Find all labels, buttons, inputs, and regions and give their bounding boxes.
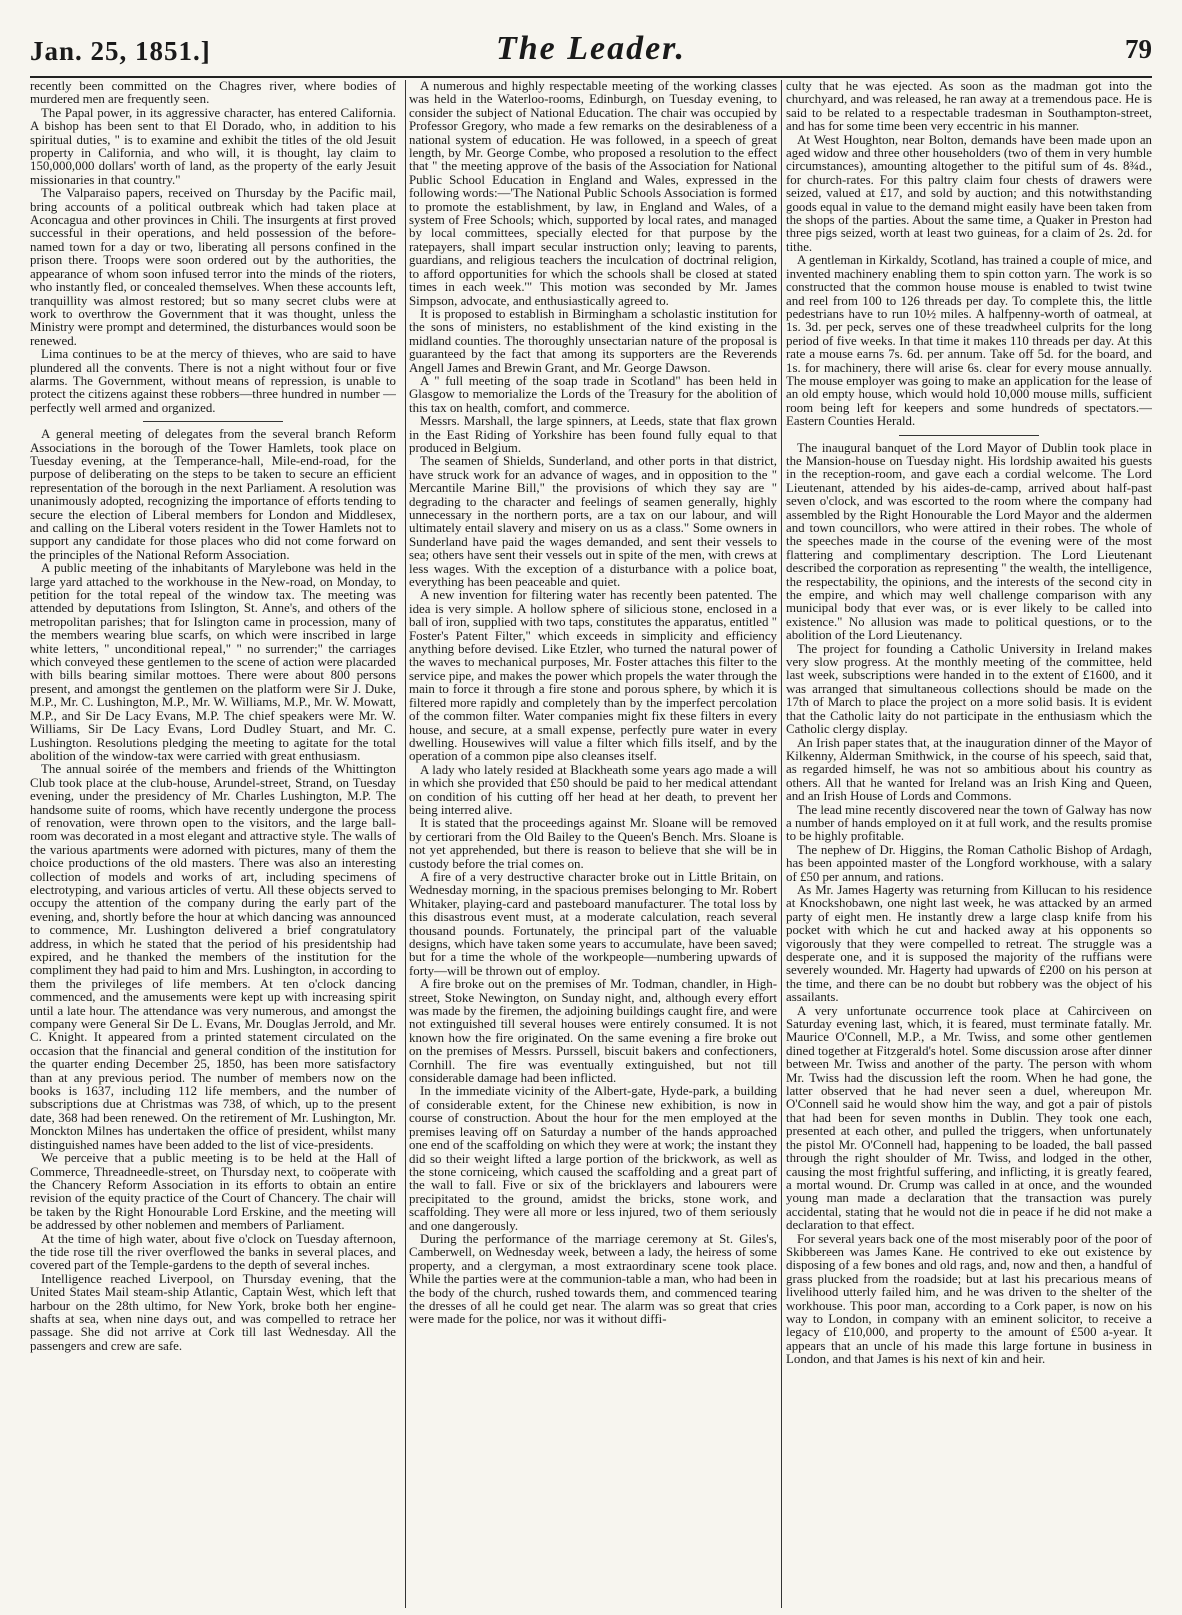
newspaper-title: The Leader. (495, 30, 687, 67)
article-paragraph: A lady who lately resided at Blackheath some years ago made a will in which she provided that £50 should be paid to her medical attendant on condition of his cutting off her head at her death, to prevent her being interred alive. (409, 762, 777, 817)
section-divider (899, 435, 1039, 436)
article-paragraph: At West Houghton, near Bolton, demands have been made upon an aged widow and three other householders (two of them in very humble circumstances), amounting altogether to the pitiful sum of 4s. 8¾d., for church-rates. For this paltry claim four chests of drawers were seized, valued at £17, and sold by auction; and this notwithstanding goods equal in value to the demand might easily have been taken from the shops of the parties. About the same time, a Quaker in Preston had three pigs seized, worth at least two guineas, for a claim of 2s. 2d. for tithe. (786, 132, 1152, 254)
section-divider (143, 421, 283, 422)
article-paragraph: The seamen of Shields, Sunderland, and other ports in that district, have struck work for an advance of wages, and in opposition to the " Mercantile Marine Bill," the provisions of which they say are " degrading to the character and feelings of seamen generally, highly unnecessary in the northern ports, are a tax on our labour, and will ultimately entail slavery and misery on us as a class." Some owners in Sunderland have paid the wages demanded, and sent their vessels to sea; others have sent their vessels out in spite of the men, with crews at less wages. With the exception of a disturbance with a police boat, everything has been peaceable and quiet. (409, 454, 777, 590)
article-paragraph: The lead mine recently discovered near the town of Galway has now a number of hands employed on it at full work, and the results promise to be highly profitable. (786, 802, 1152, 844)
article-paragraph: A fire broke out on the premises of Mr. Todman, chandler, in High-street, Stoke Newington, on Sunday night, and, although every effort was made by the firemen, the adjoining buildings caught fire, and were not extinguished till several houses were entirely consumed. It is not known how the fire originated. On the same evening a fire broke out on the premises of Messrs. Purssell, biscuit bakers and confectioners, Cornhill. The fire was eventually extinguished, but not till considerable damage had been inflicted. (409, 977, 777, 1086)
column-divider (781, 80, 782, 1608)
article-paragraph: We perceive that a public meeting is to be held at the Hall of Commerce, Threadneedle-street, on Thursday next, to coöperate with the Chancery Reform Association in its efforts to obtain an entire revision of the equity practice of the Court of Chancery. The chair will be taken by the Right Honourable Lord Erskine, and the meeting will be addressed by other noblemen and members of Parliament. (30, 1151, 396, 1233)
article-paragraph: The inaugural banquet of the Lord Mayor of Dublin took place in the Mansion-house on Tuesday night. His lordship awaited his guests in the reception-room, and gave each a cordial welcome. The Lord Lieutenant, attended by his aides-de-camp, arrived about half-past seven o'clock, and was escorted to the room where the company had assembled by the Right Honourable the Lord Mayor and the aldermen and town councillors, who were attired in their robes. The whole of the speeches made in the course of the evening were of the most flattering and complimentary description. The Lord Lieutenant described the corporation as representing " the wealth, the intelligence, the respectability, the opinions, and the interests of the second city in the empire, and which may well challenge comparison with any municipal body that ever was, or is ever likely to be called into existence." No allusion was made to political questions, or to the abolition of the Lord Lieutenancy. (786, 440, 1152, 643)
article-paragraph: The annual soirée of the members and friends of the Whittington Club took place at the club-house, Arundel-street, Strand, on Tuesday evening, under the presidency of Mr. Charles Lushington, M.P. The handsome suite of rooms, which have recently undergone the process of renovation, were thrown open to the visitors, and the large ball-room was decorated in a most elegant and attractive style. The walls of the various apartments were adorned with pictures, many of them the choice productions of the old masters. There was also an interesting collection of models and works of art, including specimens of electrotyping, and various articles of vertu. All these objects served to occupy the attention of the company during the early part of the evening, and, shortly before the hour at which dancing was announced to commence, Mr. Lushington delivered a brief congratulatory address, in which he stated that the period of his presidentship had expired, and he thanked the members of the institution for the compliment they had paid to him and Mrs. Lushington, in according to them the privileges of life members. At ten o'clock dancing commenced, and the amusements were kept up with increasing spirit until a late hour. The attendance was very numerous, and amongst the company were General Sir De L. Evans, Mr. Douglas Jerrold, and Mr. C. Knight. It appeared from a printed statement circulated on the occasion that the financial and general condition of the institution for the quarter ending December 25, 1850, has been more satisfactory than at any previous period. The number of members now on the books is 1637, including 112 life members, and the number of subscriptions due at Christmas was 738, of which, up to the present date, 368 had been renewed. On the retirement of Mr. Lushington, Mr. Monckton Milnes has undertaken the office of president, whilst many distinguished names have been added to the list of vice-presidents. (30, 762, 396, 1152)
article-paragraph: It is stated that the proceedings against Mr. Sloane will be removed by certiorari from the Old Bailey to the Queen's Bench. Mrs. Sloane is not yet apprehended, but there is reason to believe that she will be in custody before the trial comes on. (409, 816, 777, 871)
article-paragraph: A fire of a very destructive character broke out in Little Britain, on Wednesday morning, in the spacious premises belonging to Mr. Robert Whitaker, playing-card and pasteboard manufacturer. The total loss by this disastrous event must, at a moderate calculation, reach several thousand pounds. Fortunately, the principal part of the valuable designs, which have taken some years to accumulate, have been saved; but for a time the whole of the workpeople—numbering upwards of forty—will be thrown out of employ. (409, 869, 777, 978)
article-paragraph: A gentleman in Kirkaldy, Scotland, has trained a couple of mice, and invented machinery enabling them to spin cotton yarn. The work is so constructed that the common house mouse is enabled to twist twine and reel from 100 to 126 threads per day. To complete this, the little pedestrians have to run 10½ miles. A halfpenny-worth of oatmeal, at 1s. 3d. per peck, serves one of these treadwheel culprits for the long period of five weeks. In that time it makes 110 threads per day. At this rate a mouse earns 7s. 6d. per annum. Take off 5d. for the board, and 1s. for machinery, there will arise 6s. clear for every mouse annually. The mouse employer was going to make an application for the lease of an old empty house, which would hold 10,000 mouse mills, sufficient room being left for keepers and some hundreds of spectators.—Eastern Counties Herald. (786, 253, 1152, 429)
page-number: 79 (1125, 34, 1152, 64)
article-paragraph: During the performance of the marriage ceremony at St. Giles's, Camberwell, on Wednesday week, between a lady, the heiress of some property, and a clergyman, a most extraordinary scene took place. While the parties were at the communion-table a man, who had been in the body of the church, rushed towards them, and commenced tearing the dresses of all he could get near. The alarm was so great that cries were made for the police, nor was it without diffi- (409, 1231, 777, 1327)
article-paragraph: A public meeting of the inhabitants of Marylebone was held in the large yard attached to the workhouse in the New-road, on Monday, to petition for the total repeal of the window tax. The meeting was attended by deputations from Islington, St. Anne's, and others of the metropolitan parishes; that for Islington came in procession, many of the members wearing blue scarfs, on which were inscribed in large white letters, " unconditional repeal," " no surrender;" the carriages which conveyed these gentlemen to the scene of action were placarded with bills bearing similar mottoes. There were about 800 persons present, and amongst the gentlemen on the platform were Sir J. Duke, M.P., Mr. C. Lushington, M.P., Mr. W. Williams, M.P., Mr. W. Mowatt, M.P., and Sir De Lacy Evans, M.P. The chief speakers were Mr. W. Williams, Sir De Lacy Evans, Lord Dudley Stuart, and Mr. C. Lushington. Resolutions pledging the meeting to agitate for the total abolition of the window-tax were carried with great enthusiasm. (30, 561, 396, 763)
column-divider (405, 80, 406, 1608)
article-paragraph: culty that he was ejected. As soon as the madman got into the churchyard, and was released, he ran away at a tremendous pace. He is said to be related to a respectable tradesman in Southampton-street, and has for some time been very eccentric in his manner. (786, 80, 1152, 134)
article-paragraph: Messrs. Marshall, the large spinners, at Leeds, state that flax grown in the East Riding of Yorkshire has been found fully equal to that produced in Belgium. (409, 414, 777, 455)
article-paragraph: For several years back one of the most miserably poor of the poor of Skibbereen was James Kane. He contrived to eke out existence by disposing of a few bones and old rags, and, now and then, a handful of grass plucked from the roadside; but at last his precarious means of livelihood utterly failed him, and he was driven to the shelter of the workhouse. This poor man, according to a Cork paper, is now on his way to London, in company with an eminent solicitor, to receive a legacy of £10,000, and property to the amount of £500 a-year. It appears that an uncle of his made this large fortune in business in London, and that James is his next of kin and heir. (786, 1231, 1152, 1367)
masthead (30, 30, 1152, 74)
article-paragraph: An Irish paper states that, at the inauguration dinner of the Mayor of Kilkenny, Alderman Smithwick, in the course of his speech, said that, as regarded himself, he was not so ambitious about his country as others. All that he wanted for Ireland was an Irish King and Queen, and an Irish House of Lords and Commons. (786, 735, 1152, 804)
article-paragraph: The Papal power, in its aggressive character, has entered California. A bishop has been sent to that El Dorado, who, in addition to his spiritual duties, " is to examine and exhibit the titles of the old Jesuit property in California, and who will, it is thought, lay claim to 150,000,000 dollars' worth of land, as the property of the early Jesuit missionaries in that country." (30, 105, 396, 187)
article-paragraph: A " full meeting of the soap trade in Scotland" has been held in Glasgow to memorialize the Lords of the Treasury for the abolition of this tax on health, comfort, and commerce. (409, 373, 777, 415)
column-2 (409, 80, 777, 1605)
article-paragraph: As Mr. James Hagerty was returning from Killucan to his residence at Knockshobawn, one night last week, he was attacked by an armed party of eight men. He instantly drew a large clasp knife from his pocket with which he cut and hacked away at his opponents so vigorously that they were compelled to retreat. The struggle was a desperate one, and it is supposed the majority of the ruffians were severely wounded. Mr. Hagerty had upwards of £200 on his person at the time, and there can be no doubt but robbery was the object of his assailants. (786, 882, 1152, 1005)
article-paragraph: The Valparaiso papers, received on Thursday by the Pacific mail, bring accounts of a political outbreak which had taken place at Aconcagua and other provinces in Chili. The insurgents at first proved successful in their operations, and held possession of the before-named town for a day or two, liberating all persons confined in the prison there. Troops were soon ordered out by the authorities, the appearance of whom soon infused terror into the minds of the rioters, who instantly fled, or concealed themselves. When these accounts left, tranquillity was almost restored; but so many secret clubs were at work to overthrow the Government that it was thought, unless the Ministry were prompt and determined, the disturbances would soon be renewed. (30, 186, 396, 348)
article-paragraph: A numerous and highly respectable meeting of the working classes was held in the Waterloo-rooms, Edinburgh, on Tuesday evening, to consider the subject of National Education. The chair was occupied by Professor Gregory, who made a few remarks on the desirableness of a national system of education. He was followed, in a speech of great length, by Mr. George Combe, who proposed a resolution to the effect that " the meeting approve of the basis of the Association for National Public School Education in England and Wales, expressed in the following words:—'The National Public Schools Association is formed to promote the establishment, by law, in England and Wales, of a system of Free Schools; which, supported by local rates, and managed by local committees, specially elected for that purpose by the ratepayers, shall impart secular instruction only; leaving to parents, guardians, and religious teachers the inculcation of doctrinal religion, to afford opportunities for which the schools shall be closed at stated times in each week.'" This motion was seconded by Mr. James Simpson, advocate, and enthusiastically agreed to. (409, 80, 777, 308)
article-paragraph: The nephew of Dr. Higgins, the Roman Catholic Bishop of Ardagh, has been appointed master of the Longford workhouse, with a salary of £50 per annum, and rations. (786, 842, 1152, 884)
column-1 (30, 80, 396, 1605)
article-paragraph: A very unfortunate occurrence took place at Cahirciveen on Saturday evening last, which, it is feared, must terminate fatally. Mr. Maurice O'Connell, M.P., a Mr. Twiss, and some other gentlemen dined together at Fitzgerald's hotel. Some discussion arose after dinner between Mr. Twiss and another of the party. The person with whom Mr. Twiss had the discussion left the room. When he had gone, the latter observed that he had never seen a duel, whereupon Mr. O'Connell said he would show him the way, and got a pair of pistols that had been for seven months in Dublin. They took one each, presented at each other, and pulled the triggers, when unfortunately the pistol Mr. O'Connell had, happening to be loaded, the ball passed through the right shoulder of Mr. Twiss, and lodged in the other, causing the most frightful suffering, and inflicting, it is greatly feared, a mortal wound. Dr. Crump was called in at once, and the wounded young man made a declaration that the transaction was purely accidental, stating that he would not die in peace if he did not make a declaration to that effect. (786, 1003, 1152, 1233)
article-paragraph: It is proposed to establish in Birmingham a scholastic institution for the sons of ministers, no establishment of the kind existing in the midland counties. The thoroughly unsectarian nature of the proposal is guaranteed by the fact that among its supporters are the Reverends Angell James and Brewin Grant, and Mr. George Dawson. (409, 306, 777, 375)
article-paragraph: recently been committed on the Chagres river, where bodies of murdered men are frequently seen. (30, 80, 396, 107)
masthead-rule (30, 76, 1152, 78)
article-paragraph: Lima continues to be at the mercy of thieves, who are said to have plundered all the convents. There is not a night without four or five alarms. The Government, without means of repression, is unable to protect the citizens against these robbers—three hundred in number —perfectly well armed and organized. (30, 347, 396, 415)
article-paragraph: The project for founding a Catholic University in Ireland makes very slow progress. At the monthly meeting of the committee, held last week, subscriptions were handed in to the extent of £1600, and it was arranged that simultaneous collections should be made on the 17th of March to place the project on a more solid basis. It is evident that the Catholic laity do not participate in the enthusiasm which the Catholic clergy display. (786, 641, 1152, 737)
article-paragraph: In the immediate vicinity of the Albert-gate, Hyde-park, a building of considerable extent, for the Chinese new exhibition, is now in course of construction. About the hour for the men employed at the premises leaving off on Saturday a number of the hands approached one end of the scaffolding on which they were at work; the instant they did so their weight lifted a large portion of the brickwork, as well as the stone corniceing, which caused the scaffolding and a great part of the wall to fall. Five or six of the bricklayers and labourers were precipitated to the ground, amidst the bricks, stone work, and scaffolding. They were all more or less injured, two of them seriously and one dangerously. (409, 1084, 777, 1233)
article-paragraph: A new invention for filtering water has recently been patented. The idea is very simple. A hollow sphere of silicious stone, enclosed in a ball of iron, supplied with two taps, constitutes the apparatus, entitled " Foster's Patent Filter," which exceeds in simplicity and efficiency anything before devised. Like Etzler, who turned the natural power of the waves to mechanical purposes, Mr. Foster attaches this filter to the service pipe, and makes the power which propels the water through the main to force it through a fire stone and porous sphere, by which it is filtered more rapidly and completely than by the imperfect percolation of the common filter. Water companies might fix these filters in every house, and secure, at a small expense, perfectly pure water in every dwelling. Housewives will value a filter which fills itself, and by the operation of a common pipe also cleanses itself. (409, 588, 777, 764)
article-paragraph: At the time of high water, about five o'clock on Tuesday afternoon, the tide rose till the river overflowed the banks in several places, and covered part of the Temple-gardens to the depth of several inches. (30, 1231, 396, 1273)
column-3 (786, 80, 1152, 1605)
issue-date: Jan. 25, 1851.] (30, 36, 211, 66)
article-paragraph: A general meeting of delegates from the several branch Reform Associations in the borough of the Tower Hamlets, took place on Tuesday evening, at the Temperance-hall, Mile-end-road, for the purpose of deliberating on the steps to be taken to secure an efficient representation of the borough in the next Parliament. A resolution was unanimously adopted, recognizing the importance of efforts tending to secure the election of Liberal members for London and Middlesex, and calling on the Liberal voters resident in the Tower Hamlets not to support any candidate for those places who did not come forward on the principles of the National Reform Association. (30, 427, 396, 562)
article-paragraph: Intelligence reached Liverpool, on Thursday evening, that the United States Mail steam-ship Atlantic, Captain West, which left that harbour on the 28th ultimo, for New York, broke both her engine-shafts at sea, when nine days out, and was compelled to retrace her passage. She did not arrive at Cork till last Wednesday. All the passengers and crew are safe. (30, 1271, 396, 1353)
